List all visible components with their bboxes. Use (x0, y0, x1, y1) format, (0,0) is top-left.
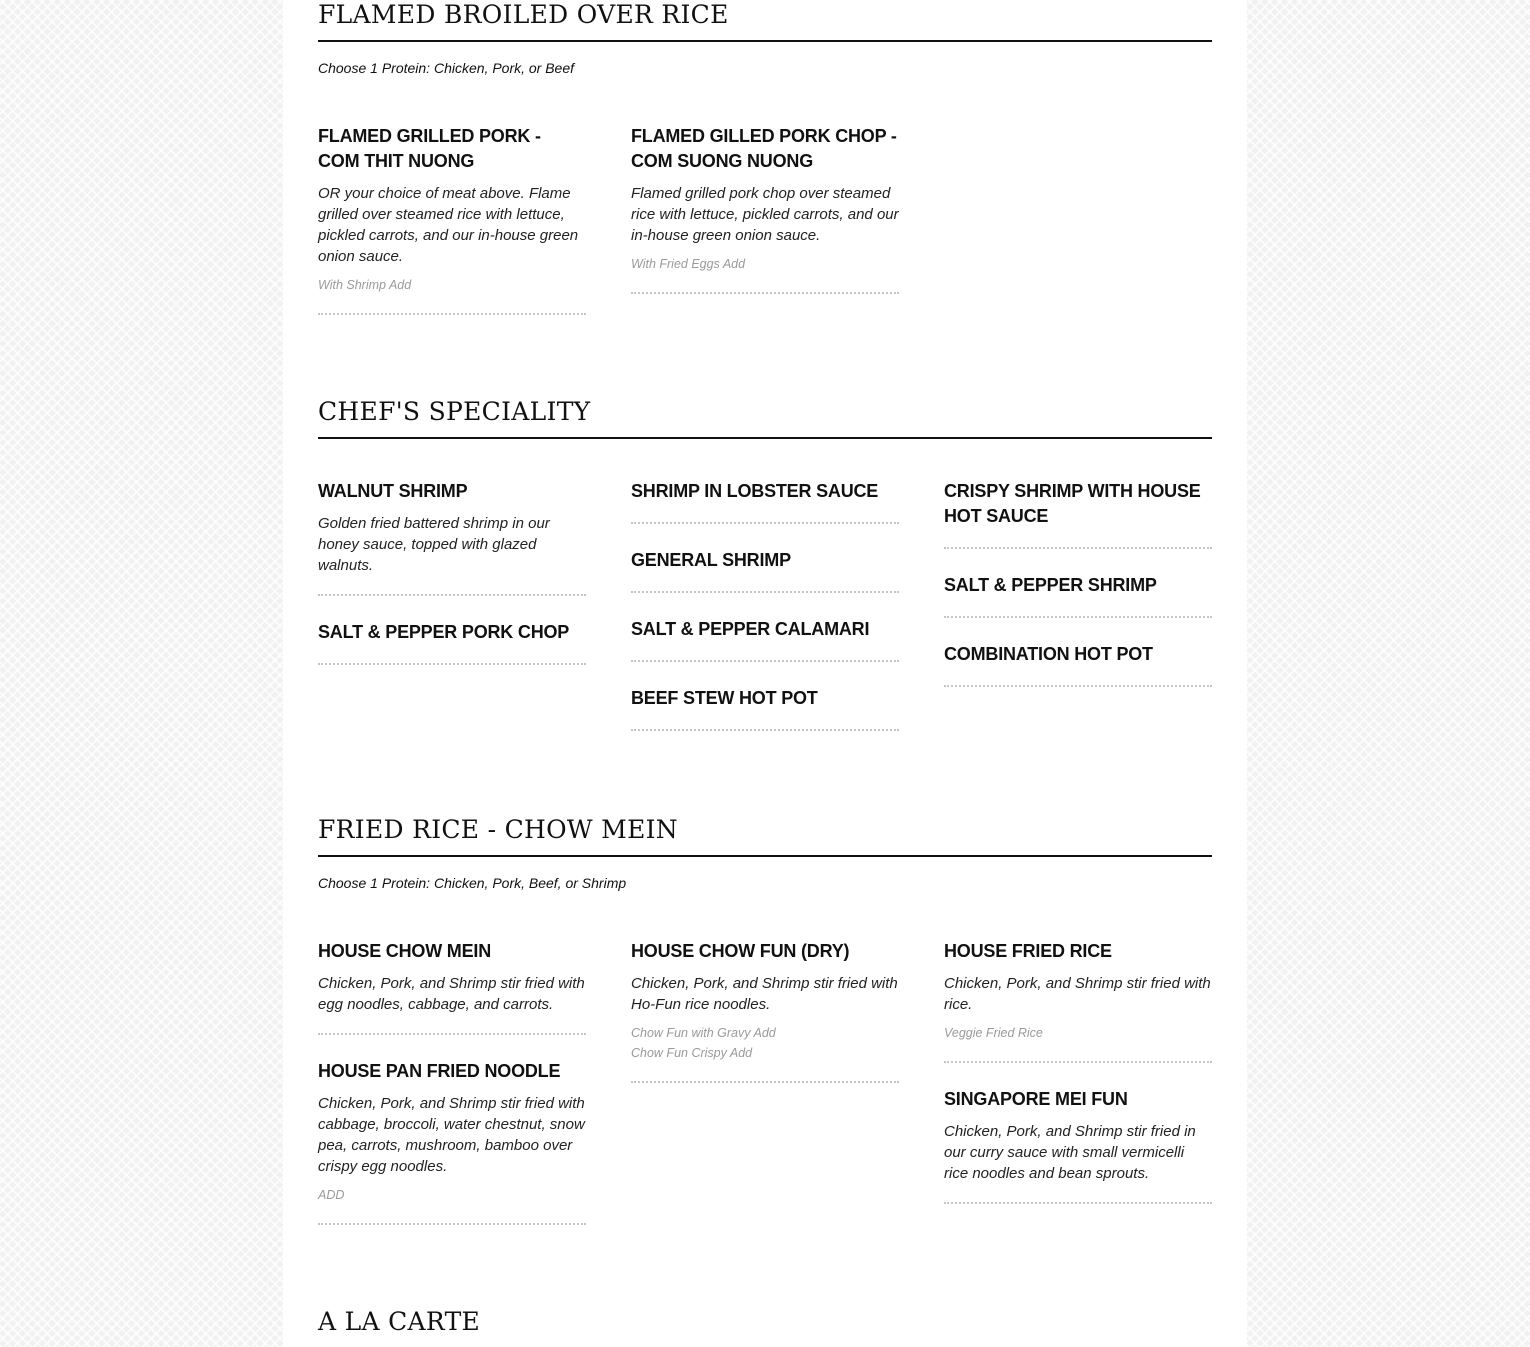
dotted-divider (631, 660, 899, 662)
item-columns (318, 939, 1212, 1225)
menu-item-addons (318, 1185, 586, 1205)
menu-item[interactable] (631, 548, 899, 593)
menu-column (944, 939, 1212, 1225)
menu-column (318, 479, 586, 731)
menu-item[interactable] (944, 479, 1212, 549)
dotted-divider (631, 1081, 899, 1083)
menu-column (631, 124, 899, 315)
menu-item-name: HOUSE FRIED RICE (944, 941, 1112, 961)
menu-item-name: HOUSE CHOW FUN (DRY) (631, 941, 850, 961)
item-columns (318, 124, 1212, 315)
menu-item[interactable] (631, 617, 899, 662)
menu-item-name: BEEF STEW HOT POT (631, 688, 818, 708)
item-columns (318, 479, 1212, 731)
dotted-divider (318, 1223, 586, 1225)
menu-section (318, 1307, 1212, 1337)
menu-section (318, 815, 1212, 1225)
menu-page (283, 0, 1247, 1347)
menu-item[interactable] (944, 939, 1212, 1063)
menu-item[interactable] (318, 939, 586, 1035)
menu-item-description: OR your choice of meat above. Flame grilled over steamed rice with lettuce, pickled carrots, and our in-house green onion sauce. (318, 185, 579, 265)
menu-section (318, 0, 1212, 315)
menu-item-name: SALT & PEPPER CALAMARI (631, 619, 870, 639)
menu-item-description: Chicken, Pork, and Shrimp stir fried with rice. (944, 975, 1211, 1013)
menu-item-addons (631, 254, 899, 274)
dotted-divider (631, 729, 899, 731)
dotted-divider (944, 547, 1212, 549)
dotted-divider (318, 663, 586, 665)
menu-item-addon: Chow Fun with Gravy Add (631, 1026, 776, 1040)
menu-item-description: Chicken, Pork, and Shrimp stir fried with egg noodles, cabbage, and carrots. (318, 975, 585, 1013)
dotted-divider (944, 685, 1212, 687)
menu-item-name: FLAMED GRILLED PORK - COM THIT NUONG (318, 126, 541, 171)
section-title: FRIED RICE - CHOW MEIN (318, 815, 678, 844)
dotted-divider (318, 1033, 586, 1035)
menu-column (944, 124, 1212, 315)
section-divider (318, 855, 1212, 857)
menu-item[interactable] (318, 620, 586, 665)
menu-item-name: HOUSE CHOW MEIN (318, 941, 492, 961)
dotted-divider (631, 292, 899, 294)
menu-item[interactable] (318, 479, 586, 596)
menu-item-name: COMBINATION HOT POT (944, 644, 1153, 664)
menu-item-name: CRISPY SHRIMP WITH HOUSE HOT SAUCE (944, 481, 1201, 526)
menu-item-addons (318, 275, 586, 295)
menu-item-addon: ADD (318, 1188, 345, 1202)
menu-item-name: SINGAPORE MEI FUN (944, 1089, 1128, 1109)
menu-column (631, 479, 899, 731)
menu-item[interactable] (318, 1059, 586, 1225)
menu-item-name: SALT & PEPPER PORK CHOP (318, 622, 570, 642)
menu-item-description: Chicken, Pork, and Shrimp stir fried with Ho-Fun rice noodles. (631, 975, 898, 1013)
section-title: A LA CARTE (318, 1307, 481, 1336)
menu-item-name: FLAMED GILLED PORK CHOP - COM SUONG NUONG (631, 126, 897, 171)
section-title: CHEF'S SPECIALITY (318, 397, 591, 426)
section-divider (318, 437, 1212, 439)
menu-item[interactable] (631, 479, 899, 524)
menu-item-addon: With Shrimp Add (318, 278, 412, 292)
dotted-divider (944, 1202, 1212, 1204)
menu-section (318, 397, 1212, 731)
section-divider (318, 40, 1212, 42)
menu-item-name: WALNUT SHRIMP (318, 481, 468, 501)
menu-item-description: Chicken, Pork, and Shrimp stir fried in our curry sauce with small vermicelli rice noodles and bean sprouts. (944, 1123, 1196, 1182)
menu-item-description: Chicken, Pork, and Shrimp stir fried with cabbage, broccoli, water chestnut, snow pea, carrots, mushroom, bamboo over crispy egg noodles. (318, 1095, 585, 1175)
menu-item-description: Flamed grilled pork chop over steamed rice with lettuce, pickled carrots, and our in-house green onion sauce. (631, 185, 899, 244)
menu-item-name: GENERAL SHRIMP (631, 550, 791, 570)
section-note: Choose 1 Protein: Chicken, Pork, or Beef (318, 60, 575, 76)
menu-item-name: HOUSE PAN FRIED NOODLE (318, 1061, 561, 1081)
dotted-divider (944, 616, 1212, 618)
menu-column (318, 939, 586, 1225)
dotted-divider (318, 594, 586, 596)
dotted-divider (318, 313, 586, 315)
menu-item-name: SHRIMP IN LOBSTER SAUCE (631, 481, 879, 501)
menu-item[interactable] (944, 642, 1212, 687)
menu-item[interactable] (631, 686, 899, 731)
menu-item-addons (944, 1023, 1212, 1043)
menu-item[interactable] (944, 1087, 1212, 1204)
menu-item-addons (631, 1023, 899, 1063)
menu-column (944, 479, 1212, 731)
menu-item[interactable] (318, 124, 586, 315)
section-title: FLAMED BROILED OVER RICE (318, 0, 729, 29)
section-note: Choose 1 Protein: Chicken, Pork, Beef, or Shrimp (318, 875, 627, 891)
menu-item-name: SALT & PEPPER SHRIMP (944, 575, 1157, 595)
dotted-divider (944, 1061, 1212, 1063)
menu-item-addon: Veggie Fried Rice (944, 1026, 1043, 1040)
dotted-divider (631, 522, 899, 524)
menu-item-description: Golden fried battered shrimp in our honey sauce, topped with glazed walnuts. (318, 515, 550, 574)
menu-item-addon: With Fried Eggs Add (631, 257, 746, 271)
menu-column (631, 939, 899, 1225)
menu-column (318, 124, 586, 315)
menu-item[interactable] (631, 124, 899, 294)
menu-item[interactable] (944, 573, 1212, 618)
menu-item[interactable] (631, 939, 899, 1083)
dotted-divider (631, 591, 899, 593)
menu-item-addon: Chow Fun Crispy Add (631, 1046, 753, 1060)
